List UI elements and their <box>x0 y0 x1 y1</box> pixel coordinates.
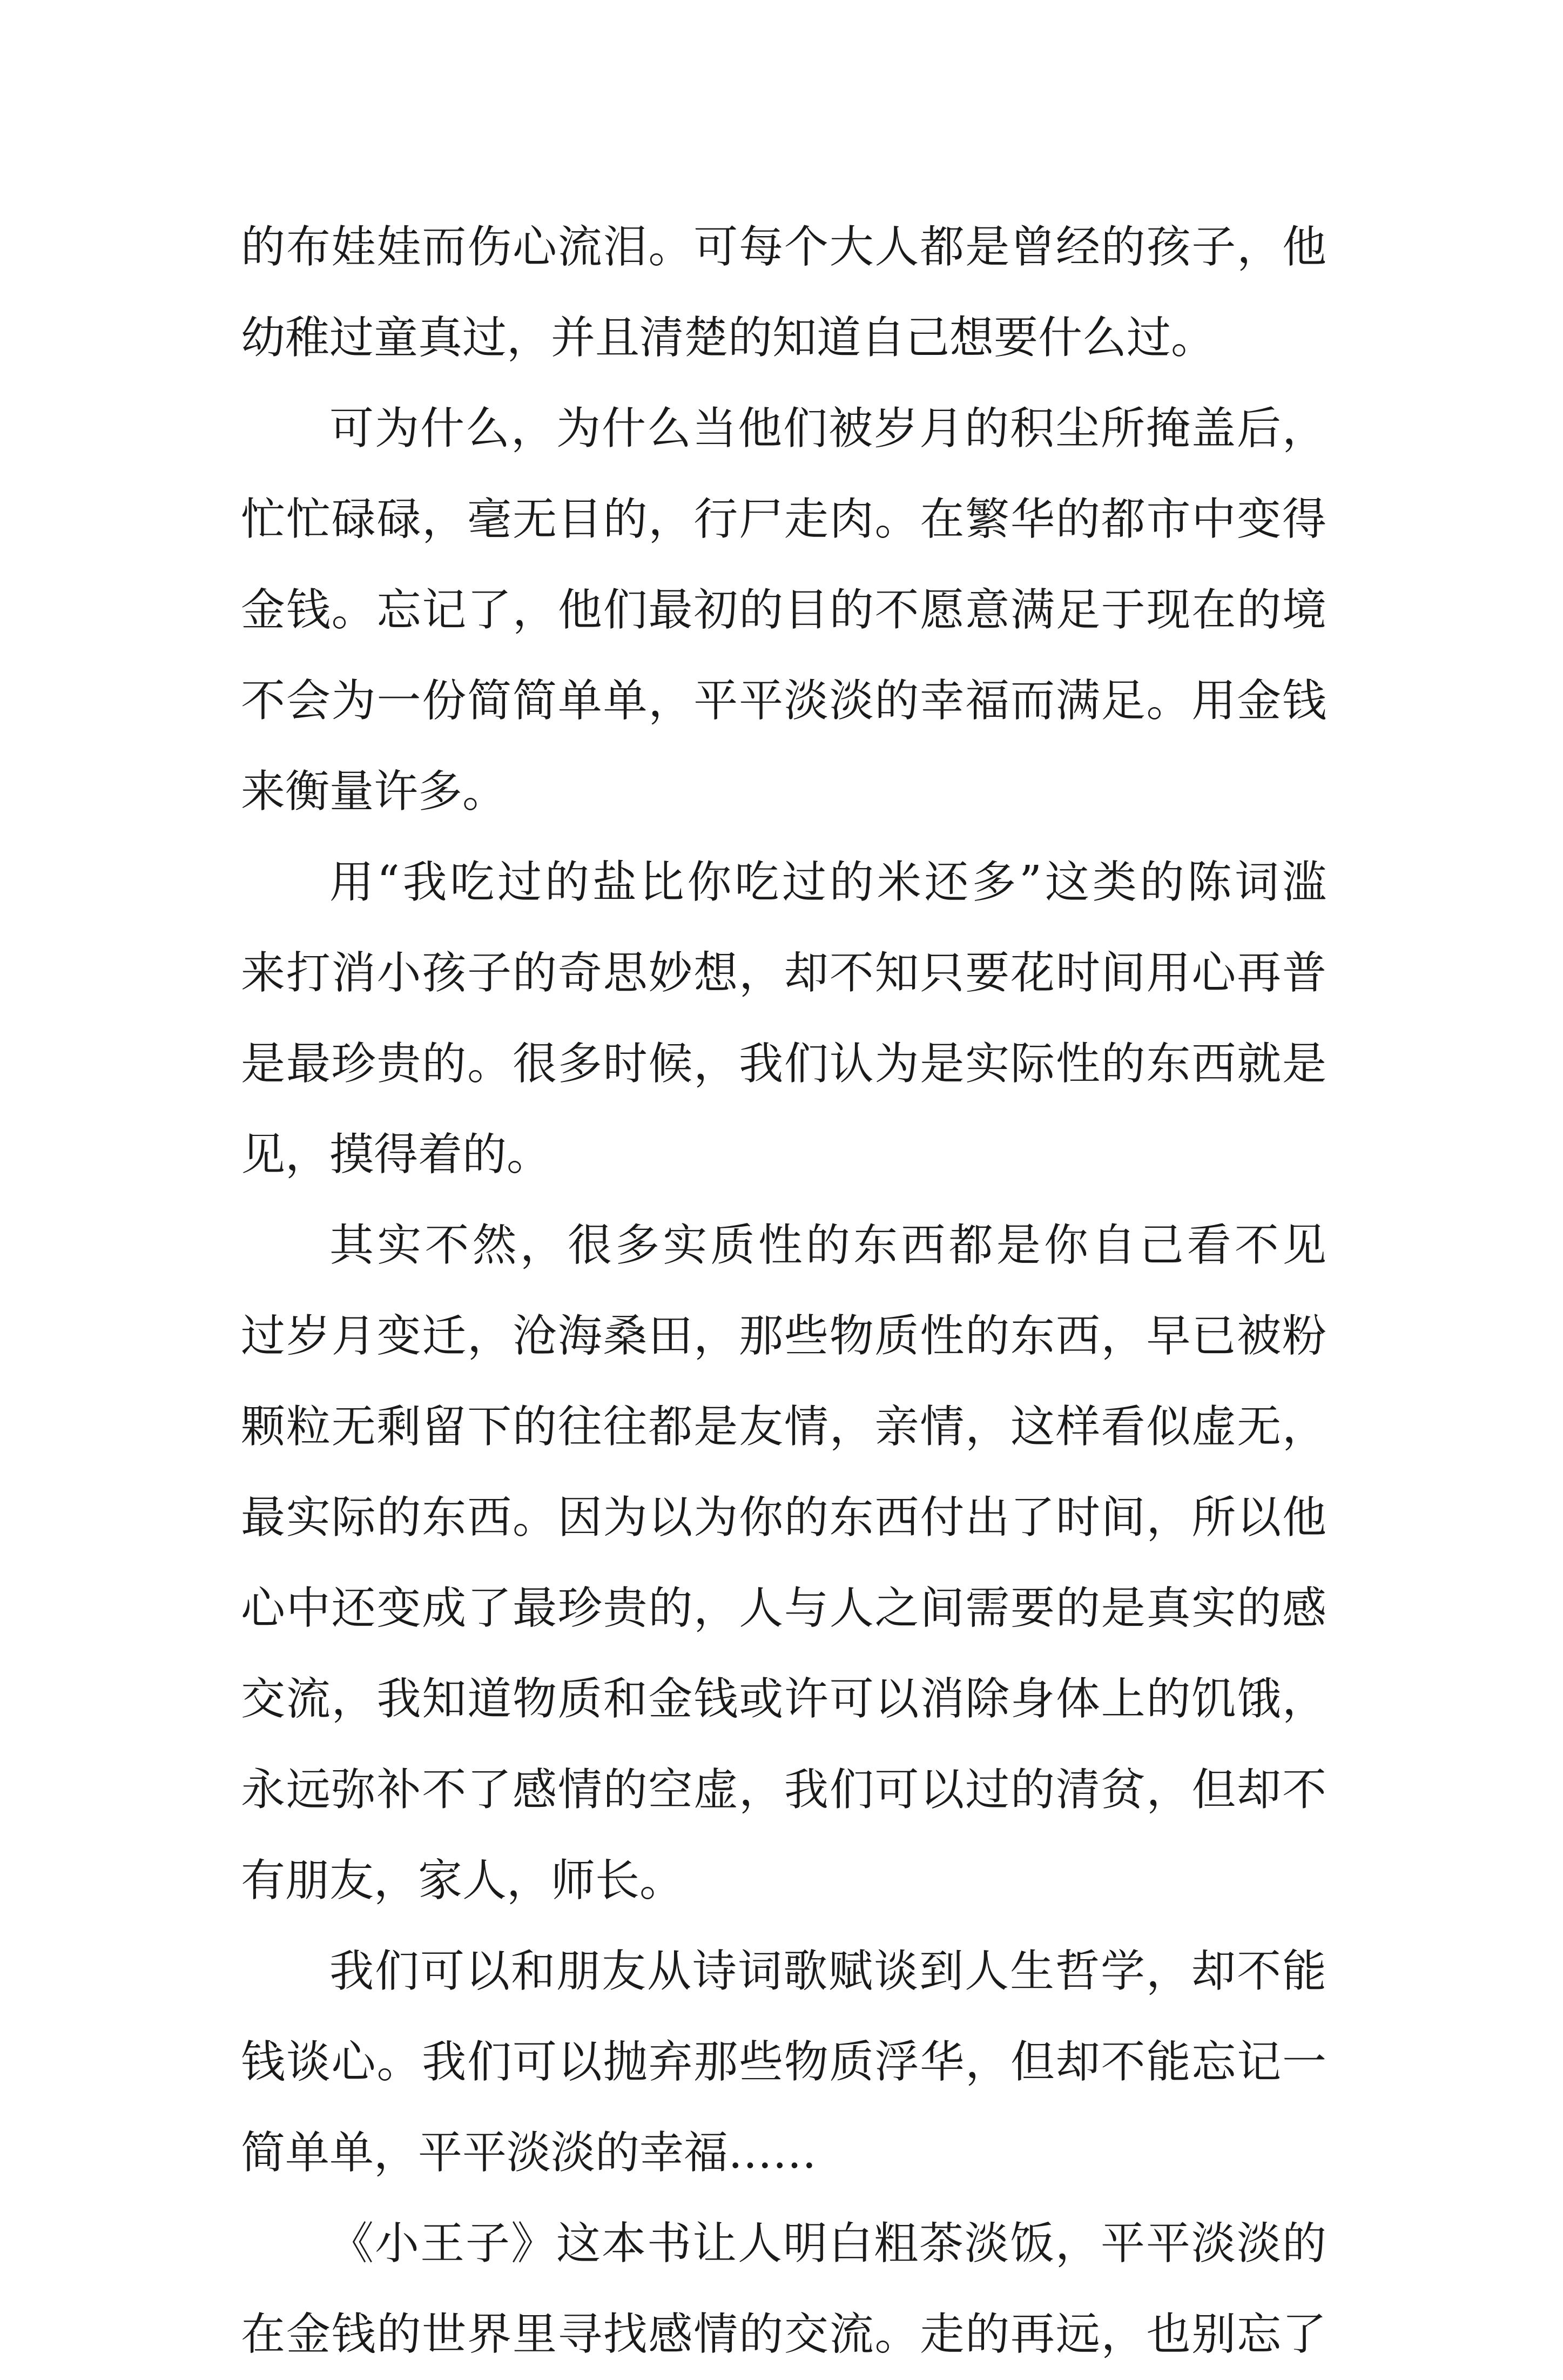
text-line: 其实不然，很多实质性的东西都是你自己看不见 <box>329 1220 1326 1271</box>
text-line: 忙忙碌碌，毫无目的，行尸走肉。在繁华的都市中变得 <box>241 494 1326 545</box>
text-line: 《小王子》这本书让人明白粗茶淡饭，平平淡淡的 <box>329 2218 1326 2269</box>
text-line: 永远弥补不了感情的空虚，我们可以过的清贫，但却不 <box>241 1764 1326 1816</box>
text-line: 的布娃娃而伤心流泪。可每个大人都是曾经的孩子，他 <box>241 221 1326 273</box>
text-line: 简单单，平平淡淡的幸福…… <box>241 2127 817 2179</box>
text-line: 不会为一份简简单单，平平淡淡的幸福而满足。用金钱 <box>241 675 1326 727</box>
body-text <box>241 202 1326 2380</box>
text-line: 交流，我知道物质和金钱或许可以消除身体上的饥饿， <box>241 1673 1326 1725</box>
text-line: 来衡量许多。 <box>241 766 507 817</box>
text-line: 颗粒无剩留下的往往都是友情，亲情，这样看似虚无， <box>241 1401 1326 1453</box>
text-line: 是最珍贵的。很多时候，我们认为是实际性的东西就是 <box>241 1038 1326 1090</box>
text-line: 有朋友，家人，师长。 <box>241 1855 684 1906</box>
text-line: 心中还变成了最珍贵的，人与人之间需要的是真实的感 <box>241 1583 1326 1634</box>
text-line: 可为什么，为什么当他们被岁月的积尘所掩盖后， <box>329 403 1326 454</box>
text-line: 钱谈心。我们可以抛弃那些物质浮华，但却不能忘记一 <box>241 2036 1326 2088</box>
text-line: 最实际的东西。因为以为你的东西付出了时间，所以他 <box>241 1492 1326 1543</box>
text-line: 来打消小孩子的奇思妙想，却不知只要花时间用心再普 <box>241 947 1326 999</box>
text-line: 过岁月变迁，沧海桑田，那些物质性的东西，早已被粉 <box>241 1310 1326 1362</box>
text-line: 用“我吃过的盐比你吃过的米还多”这类的陈词滥 <box>329 857 1326 908</box>
text-line: 见，摸得着的。 <box>241 1129 551 1180</box>
text-line: 金钱。忘记了，他们最初的目的不愿意满足于现在的境 <box>241 584 1326 636</box>
text-line: 幼稚过童真过，并且清楚的知道自己想要什么过。 <box>241 312 1216 364</box>
text-line: 我们可以和朋友从诗词歌赋谈到人生哲学，却不能 <box>329 1946 1326 1997</box>
text-line: 在金钱的世界里寻找感情的交流。走的再远，也别忘了 <box>241 2309 1326 2360</box>
